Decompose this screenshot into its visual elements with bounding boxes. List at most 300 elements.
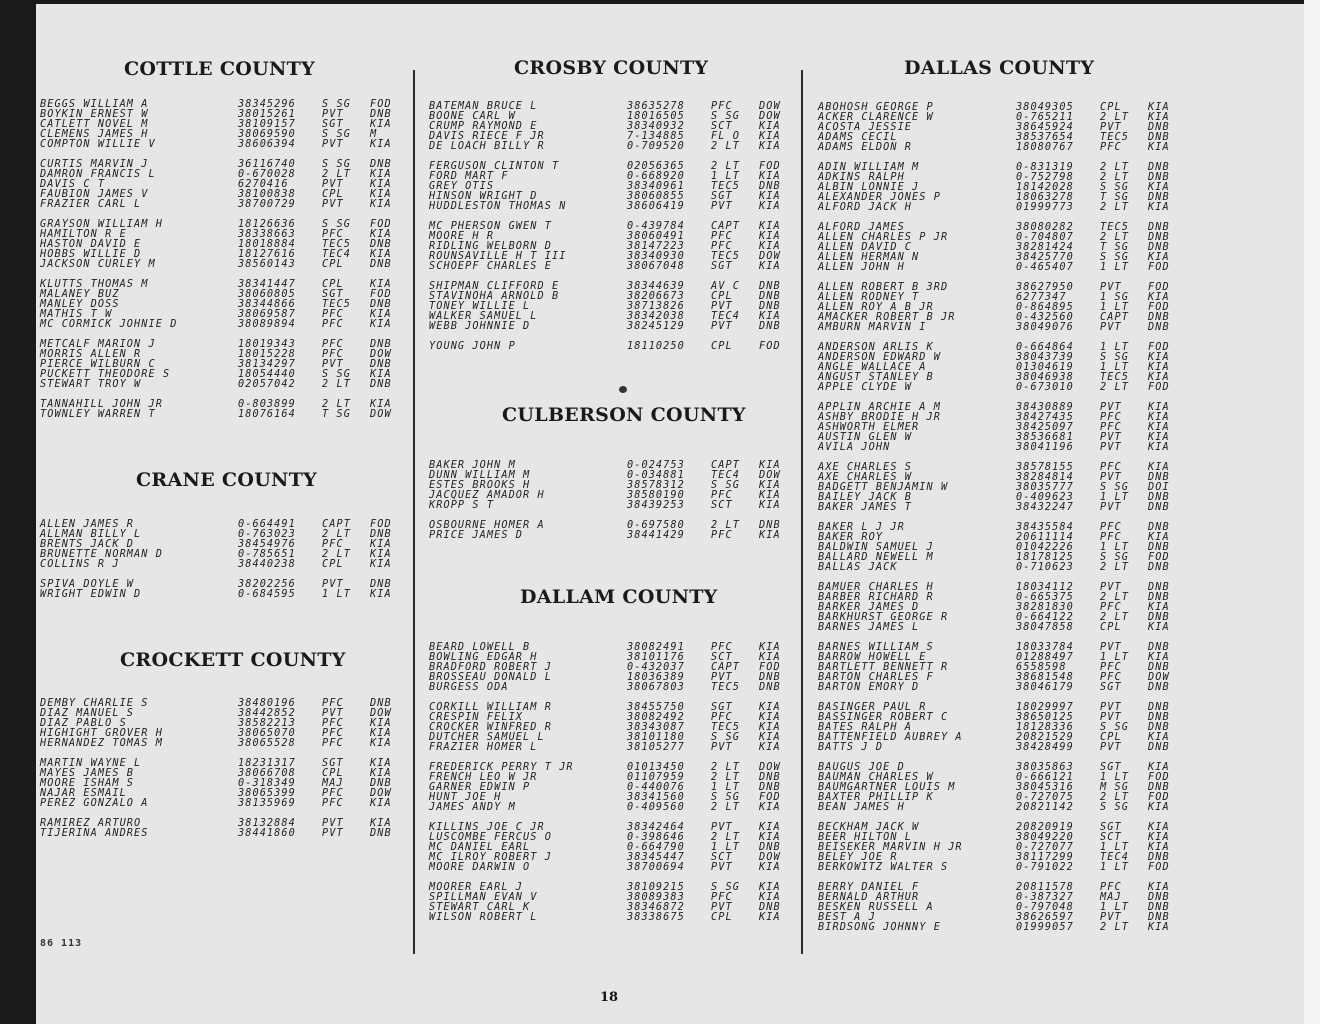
- rank: PFC: [322, 798, 344, 809]
- status-code: FOD: [370, 289, 392, 300]
- serial-number: 38342464: [627, 822, 685, 833]
- serial-number: 38045316: [1016, 782, 1074, 793]
- serial-number: 38340932: [627, 121, 685, 132]
- casualty-name: ACKER CLARENCE W: [818, 112, 934, 123]
- serial-number: 18231317: [238, 758, 296, 769]
- status-code: KIA: [759, 712, 781, 723]
- serial-number: 38089383: [627, 892, 685, 903]
- serial-number: 38105277: [627, 742, 685, 753]
- status-code: DNB: [759, 842, 781, 853]
- status-code: DOW: [370, 788, 392, 799]
- rank: PFC: [711, 712, 733, 723]
- rank: PVT: [1100, 472, 1122, 483]
- casualty-name: ADKINS RALPH: [818, 172, 905, 183]
- casualty-name: ACOSTA JESSIE: [818, 122, 913, 133]
- serial-number: 18018884: [238, 239, 296, 250]
- status-code: KIA: [759, 311, 781, 322]
- rank: S SG: [322, 369, 351, 380]
- serial-number: 02056365: [627, 161, 685, 172]
- rank: 1 LT: [711, 782, 740, 793]
- serial-number: 38344866: [238, 299, 296, 310]
- rank: SGT: [1100, 682, 1122, 693]
- serial-number: 0-398646: [627, 832, 685, 843]
- casualty-name: SPILLMAN EVAN V: [429, 892, 538, 903]
- serial-number: 38202256: [238, 579, 296, 590]
- status-code: KIA: [759, 490, 781, 501]
- serial-number: 38427435: [1016, 412, 1074, 423]
- serial-number: 0-024753: [627, 460, 685, 471]
- rank: S SG: [1100, 352, 1129, 363]
- casualty-name: BEER HILTON L: [818, 832, 913, 843]
- serial-number: 18080767: [1016, 142, 1074, 153]
- status-code: KIA: [370, 249, 392, 260]
- casualty-name: ABOHOSH GEORGE P: [818, 102, 934, 113]
- status-code: KIA: [1148, 622, 1170, 633]
- serial-number: 38065070: [238, 728, 296, 739]
- casualty-name: BARTON CHARLES F: [818, 672, 934, 683]
- casualty-name: AMBURN MARVIN I: [818, 322, 927, 333]
- casualty-name: DUTCHER SAMUEL L: [429, 732, 545, 743]
- status-code: KIA: [1148, 402, 1170, 413]
- casualty-name: MANLEY DOSS: [40, 299, 120, 310]
- rank: 2 LT: [1100, 162, 1129, 173]
- rank: 2 LT: [1100, 172, 1129, 183]
- status-code: FOD: [1148, 342, 1170, 353]
- rank: 1 LT: [1100, 302, 1129, 313]
- casualty-name: DUNN WILLIAM M: [429, 470, 531, 481]
- rank: 2 LT: [711, 762, 740, 773]
- status-code: DNB: [1148, 162, 1170, 173]
- casualty-name: PRICE JAMES D: [429, 530, 524, 541]
- rank: PVT: [711, 321, 733, 332]
- rank: S SG: [322, 159, 351, 170]
- serial-number: 01999057: [1016, 922, 1074, 933]
- serial-number: 0-709520: [627, 141, 685, 152]
- rank: PVT: [711, 822, 733, 833]
- rank: PFC: [322, 539, 344, 550]
- serial-number: 38626597: [1016, 912, 1074, 923]
- status-code: KIA: [1148, 202, 1170, 213]
- status-code: KIA: [370, 119, 392, 130]
- serial-number: 38134297: [238, 359, 296, 370]
- casualty-name: WRIGHT EDWIN D: [40, 589, 142, 600]
- casualty-name: ALEXANDER JONES P: [818, 192, 941, 203]
- casualty-name: RAMIREZ ARTURO: [40, 818, 142, 829]
- casualty-name: FRAZIER HOMER L: [429, 742, 538, 753]
- rank: TEC5: [1100, 372, 1129, 383]
- rank: PVT: [711, 301, 733, 312]
- casualty-name: BEARD LOWELL B: [429, 642, 531, 653]
- casualty-name: DAMRON FRANCIS L: [40, 169, 156, 180]
- status-code: DNB: [1148, 492, 1170, 503]
- serial-number: 0-432560: [1016, 312, 1074, 323]
- status-code: DNB: [1148, 902, 1170, 913]
- rank: PFC: [1100, 462, 1122, 473]
- serial-number: 38245129: [627, 321, 685, 332]
- rank: 2 LT: [711, 161, 740, 172]
- serial-number: 38132884: [238, 818, 296, 829]
- casualty-name: BESKEN RUSSELL A: [818, 902, 934, 913]
- status-code: KIA: [1148, 102, 1170, 113]
- serial-number: 38049076: [1016, 322, 1074, 333]
- status-code: KIA: [1148, 432, 1170, 443]
- serial-number: 38635278: [627, 101, 685, 112]
- status-code: DNB: [1148, 892, 1170, 903]
- status-code: DNB: [1148, 592, 1170, 603]
- status-code: DNB: [759, 291, 781, 302]
- serial-number: 38060855: [627, 191, 685, 202]
- serial-number: 0-785651: [238, 549, 296, 560]
- casualty-name: BIRDSONG JOHNNY E: [818, 922, 941, 933]
- serial-number: 38069590: [238, 129, 296, 140]
- serial-number: 38060491: [627, 231, 685, 242]
- rank: 1 LT: [1100, 342, 1129, 353]
- status-code: KIA: [1148, 362, 1170, 373]
- casualty-name: MARTIN WAYNE L: [40, 758, 142, 769]
- status-code: DNB: [1148, 702, 1170, 713]
- serial-number: 01013450: [627, 762, 685, 773]
- serial-number: 0-765211: [1016, 112, 1074, 123]
- serial-number: 38440238: [238, 559, 296, 570]
- status-code: KIA: [370, 728, 392, 739]
- serial-number: 20820919: [1016, 822, 1074, 833]
- casualty-name: CLEMENS JAMES H: [40, 129, 149, 140]
- casualty-name: MORRIS ALLEN R: [40, 349, 142, 360]
- status-code: DNB: [370, 259, 392, 270]
- rank: S SG: [711, 882, 740, 893]
- serial-number: 0-409560: [627, 802, 685, 813]
- status-code: DNB: [1148, 322, 1170, 333]
- rank: SGT: [322, 289, 344, 300]
- serial-number: 0-791022: [1016, 862, 1074, 873]
- status-code: KIA: [759, 460, 781, 471]
- casualty-name: BARNES WILLIAM S: [818, 642, 934, 653]
- serial-number: 38435584: [1016, 522, 1074, 533]
- serial-number: 18054440: [238, 369, 296, 380]
- serial-number: 0-684595: [238, 589, 296, 600]
- status-code: DNB: [759, 682, 781, 693]
- rank: 1 LT: [1100, 362, 1129, 373]
- serial-number: 38080282: [1016, 222, 1074, 233]
- rank: PVT: [1100, 582, 1122, 593]
- serial-number: 38281830: [1016, 602, 1074, 613]
- rank: SCT: [1100, 832, 1122, 843]
- serial-number: 0-034881: [627, 470, 685, 481]
- casualty-name: HINSON WRIGHT D: [429, 191, 538, 202]
- casualty-name: ADAMS ELDON R: [818, 142, 913, 153]
- casualty-name: BRENTS JACK D: [40, 539, 135, 550]
- status-code: DNB: [1148, 612, 1170, 623]
- rank: PVT: [1100, 502, 1122, 513]
- rank: PFC: [1100, 602, 1122, 613]
- casualty-name: BAKER JOHN M: [429, 460, 516, 471]
- status-code: DNB: [1148, 682, 1170, 693]
- rank: 1 LT: [1100, 772, 1129, 783]
- status-code: DNB: [1148, 472, 1170, 483]
- serial-number: 0-664790: [627, 842, 685, 853]
- casualty-name: ALLEN JAMES R: [40, 519, 135, 530]
- casualty-name: CRUMP RAYMOND E: [429, 121, 538, 132]
- casualty-name: COMPTON WILLIE V: [40, 139, 156, 150]
- status-code: FOD: [1148, 552, 1170, 563]
- status-code: KIA: [370, 738, 392, 749]
- page-number: 18: [600, 990, 619, 1005]
- casualty-name: WILSON ROBERT L: [429, 912, 538, 923]
- serial-number: 38425097: [1016, 422, 1074, 433]
- status-code: DNB: [759, 301, 781, 312]
- serial-number: 38035777: [1016, 482, 1074, 493]
- rank: PFC: [1100, 412, 1122, 423]
- serial-number: 38627950: [1016, 282, 1074, 293]
- serial-number: 38341560: [627, 792, 685, 803]
- rank: CPL: [322, 559, 344, 570]
- status-code: KIA: [1148, 422, 1170, 433]
- status-code: DNB: [370, 239, 392, 250]
- rank: PFC: [322, 788, 344, 799]
- rank: SGT: [711, 191, 733, 202]
- serial-number: 7-134885: [627, 131, 685, 142]
- serial-number: 38340961: [627, 181, 685, 192]
- rank: PVT: [1100, 432, 1122, 443]
- serial-number: 38065528: [238, 738, 296, 749]
- rank: 1 LT: [1100, 842, 1129, 853]
- rank: 2 LT: [1100, 922, 1129, 933]
- serial-number: 18127616: [238, 249, 296, 260]
- rank: PFC: [711, 530, 733, 541]
- status-code: KIA: [1148, 732, 1170, 743]
- rank: 2 LT: [711, 832, 740, 843]
- serial-number: 0-439784: [627, 221, 685, 232]
- serial-number: 38043739: [1016, 352, 1074, 363]
- casualty-name: AMACKER ROBERT B JR: [818, 312, 956, 323]
- status-code: KIA: [370, 539, 392, 550]
- serial-number: 38046179: [1016, 682, 1074, 693]
- rank: CPL: [711, 912, 733, 923]
- casualty-name: HUNT JOE H: [429, 792, 502, 803]
- casualty-name: BERKOWITZ WALTER S: [818, 862, 949, 873]
- casualty-name: MAYES JAMES B: [40, 768, 135, 779]
- casualty-name: KROPP S T: [429, 500, 495, 511]
- status-code: KIA: [759, 802, 781, 813]
- casualty-name: SCHOEPF CHARLES E: [429, 261, 552, 272]
- casualty-name: JACKSON CURLEY M: [40, 259, 156, 270]
- status-code: DNB: [1148, 192, 1170, 203]
- status-code: DOW: [370, 409, 392, 420]
- serial-number: 18142028: [1016, 182, 1074, 193]
- casualty-name: BAKER L J JR: [818, 522, 905, 533]
- county-heading-dallas-county: DALLAS COUNTY: [904, 57, 1095, 79]
- serial-number: 38281424: [1016, 242, 1074, 253]
- rank: PFC: [711, 642, 733, 653]
- rank: PVT: [322, 179, 344, 190]
- casualty-name: BOONE CARL W: [429, 111, 516, 122]
- rank: PFC: [322, 349, 344, 360]
- status-code: KIA: [370, 319, 392, 330]
- status-code: DNB: [759, 772, 781, 783]
- status-code: KIA: [1148, 832, 1170, 843]
- rank: PFC: [322, 738, 344, 749]
- status-code: DNB: [370, 828, 392, 839]
- casualty-name: ALFORD JAMES: [818, 222, 905, 233]
- serial-number: 38606394: [238, 139, 296, 150]
- rank: PFC: [711, 241, 733, 252]
- casualty-name: HOBBS WILLIE D: [40, 249, 142, 260]
- rank: 2 LT: [711, 802, 740, 813]
- rank: PFC: [711, 101, 733, 112]
- rank: 2 LT: [1100, 202, 1129, 213]
- casualty-name: ALLEN RODNEY T: [818, 292, 920, 303]
- serial-number: 38049305: [1016, 102, 1074, 113]
- status-code: KIA: [759, 882, 781, 893]
- status-code: FOD: [1148, 282, 1170, 293]
- rank: PVT: [1100, 282, 1122, 293]
- casualty-name: GREY OTIS: [429, 181, 495, 192]
- rank: CPL: [1100, 732, 1122, 743]
- casualty-name: STEWART CARL K: [429, 902, 531, 913]
- serial-number: 0-432037: [627, 662, 685, 673]
- status-code: KIA: [1148, 292, 1170, 303]
- casualty-name: AXE CHARLES W: [818, 472, 913, 483]
- serial-number: 0-668920: [627, 171, 685, 182]
- casualty-name: FORD MART F: [429, 171, 509, 182]
- status-code: DNB: [370, 698, 392, 709]
- rank: 2 LT: [1100, 562, 1129, 573]
- status-code: FOD: [759, 792, 781, 803]
- status-code: KIA: [759, 822, 781, 833]
- serial-number: 01288497: [1016, 652, 1074, 663]
- rank: 1 LT: [1100, 262, 1129, 273]
- serial-number: 38109157: [238, 119, 296, 130]
- rank: 1 SG: [1100, 292, 1129, 303]
- serial-number: 0-664491: [238, 519, 296, 530]
- status-code: DNB: [370, 109, 392, 120]
- casualty-name: LUSCOMBE FERCUS O: [429, 832, 552, 843]
- rank: S SG: [1100, 482, 1129, 493]
- casualty-name: PUCKETT THEODORE S: [40, 369, 171, 380]
- rank: CPL: [711, 291, 733, 302]
- casualty-name: WALKER SAMUEL L: [429, 311, 538, 322]
- casualty-name: CROCKER WINFRED R: [429, 722, 552, 733]
- rank: PFC: [1100, 662, 1122, 673]
- status-code: DNB: [370, 579, 392, 590]
- serial-number: 18063278: [1016, 192, 1074, 203]
- rank: S SG: [1100, 552, 1129, 563]
- casualty-name: YOUNG JOHN P: [429, 341, 516, 352]
- rank: TEC5: [711, 181, 740, 192]
- status-code: FOD: [1148, 382, 1170, 393]
- rank: TEC5: [322, 239, 351, 250]
- casualty-name: FERGUSON CLINTON T: [429, 161, 560, 172]
- rank: 2 LT: [322, 169, 351, 180]
- casualty-name: BARROW HOWELL E: [818, 652, 927, 663]
- rank: CPL: [322, 259, 344, 270]
- casualty-name: STAVINOHA ARNOLD B: [429, 291, 560, 302]
- serial-number: 38344639: [627, 281, 685, 292]
- county-heading-cottle-county: COTTLE COUNTY: [124, 58, 315, 80]
- casualty-name: CATLETT NOVEL M: [40, 119, 149, 130]
- rank: CAPT: [1100, 312, 1129, 323]
- status-code: FOD: [1148, 862, 1170, 873]
- rank: PFC: [1100, 672, 1122, 683]
- status-code: KIA: [759, 732, 781, 743]
- status-code: DNB: [1148, 122, 1170, 133]
- status-code: DNB: [1148, 782, 1170, 793]
- casualty-name: APPLE CLYDE W: [818, 382, 913, 393]
- serial-number: 0-704807: [1016, 232, 1074, 243]
- serial-number: 38455750: [627, 702, 685, 713]
- serial-number: 18036389: [627, 672, 685, 683]
- status-code: KIA: [759, 171, 781, 182]
- serial-number: 0-665375: [1016, 592, 1074, 603]
- casualty-name: BURGESS ODA: [429, 682, 509, 693]
- casualty-name: BEISEKER MARVIN H JR: [818, 842, 963, 853]
- rank: PFC: [1100, 422, 1122, 433]
- status-code: KIA: [1148, 412, 1170, 423]
- status-code: DNB: [370, 778, 392, 789]
- status-code: KIA: [759, 121, 781, 132]
- casualty-name: PIERCE WILBURN C: [40, 359, 156, 370]
- casualty-name: BECKHAM JACK W: [818, 822, 920, 833]
- status-code: FOD: [1148, 792, 1170, 803]
- serial-number: 0-440076: [627, 782, 685, 793]
- serial-number: 38428499: [1016, 742, 1074, 753]
- serial-number: 38480196: [238, 698, 296, 709]
- serial-number: 6270416: [238, 179, 289, 190]
- rank: PVT: [711, 742, 733, 753]
- status-code: KIA: [1148, 442, 1170, 453]
- rank: PVT: [1100, 742, 1122, 753]
- rank: PFC: [1100, 532, 1122, 543]
- serial-number: 38284814: [1016, 472, 1074, 483]
- casualty-name: BAUMAN CHARLES W: [818, 772, 934, 783]
- casualty-name: DE LOACH BILLY R: [429, 141, 545, 152]
- rank: TEC4: [322, 249, 351, 260]
- rank: S SG: [711, 111, 740, 122]
- rank: SGT: [711, 702, 733, 713]
- county-heading-crane-county: CRANE COUNTY: [136, 469, 318, 491]
- serial-number: 0-664864: [1016, 342, 1074, 353]
- rank: PVT: [322, 828, 344, 839]
- serial-number: 0-763023: [238, 529, 296, 540]
- casualty-name: GRAYSON WILLIAM H: [40, 219, 163, 230]
- rank: 1 LT: [711, 171, 740, 182]
- status-code: DOW: [759, 852, 781, 863]
- rank: TEC4: [711, 470, 740, 481]
- status-code: DNB: [759, 281, 781, 292]
- casualty-name: HIGHIGHT GROVER H: [40, 728, 163, 739]
- casualty-name: BAKER JAMES T: [818, 502, 913, 513]
- casualty-name: MOORE DARWIN O: [429, 862, 531, 873]
- casualty-name: BEGGS WILLIAM A: [40, 99, 149, 110]
- rank: S SG: [322, 99, 351, 110]
- serial-number: 18076164: [238, 409, 296, 420]
- serial-number: 38066708: [238, 768, 296, 779]
- serial-number: 38342038: [627, 311, 685, 322]
- casualty-name: BRADFORD ROBERT J: [429, 662, 552, 673]
- status-code: KIA: [759, 652, 781, 663]
- status-code: KIA: [1148, 602, 1170, 613]
- status-code: KIA: [759, 500, 781, 511]
- rank: PFC: [1100, 522, 1122, 533]
- casualty-name: BELEY JOE R: [818, 852, 898, 863]
- serial-number: 38341447: [238, 279, 296, 290]
- casualty-name: ASHWORTH ELMER: [818, 422, 920, 433]
- status-code: FOD: [370, 99, 392, 110]
- rank: PFC: [711, 231, 733, 242]
- rank: PFC: [322, 728, 344, 739]
- casualty-name: ALLEN DAVID C: [818, 242, 913, 253]
- rank: FL O: [711, 131, 740, 142]
